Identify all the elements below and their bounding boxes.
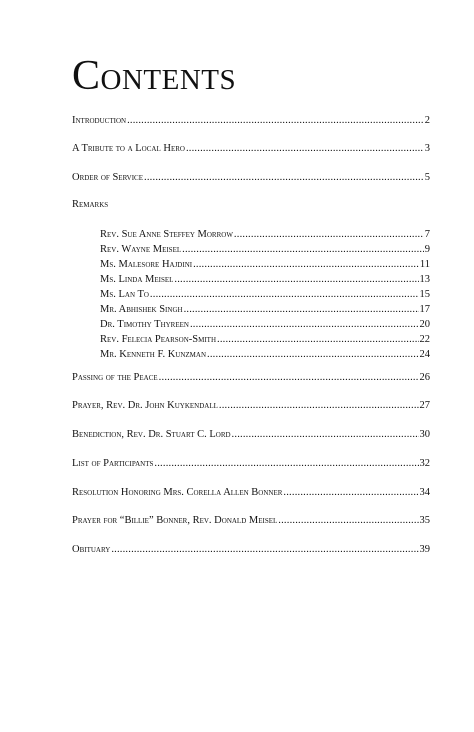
toc-entry-page: 32 (419, 458, 430, 469)
toc-entry-label: Benediction, Rev. Dr. Stuart C. Lord (72, 429, 231, 440)
toc-entry-label: Order of Service (72, 172, 144, 183)
toc-entry-page: 9 (424, 244, 430, 255)
toc-entry-prayer-billie-bonner[interactable] (72, 514, 430, 527)
toc-entry-page: 24 (419, 349, 430, 360)
toc-entry-page: 11 (419, 259, 430, 270)
leader-dots (234, 228, 424, 241)
toc-entry-label: Prayer for “Billie” Bonner, Rev. Donald Meisel (72, 515, 278, 526)
toc-entry-page: 15 (419, 289, 430, 300)
toc-entry-label: Ms. Linda Meisel (100, 274, 174, 285)
toc-entry-label: Mr. Abhishek Singh (100, 304, 183, 315)
toc-subentry[interactable] (100, 318, 430, 331)
toc-entry-passing-of-the-peace[interactable] (72, 371, 430, 384)
toc-entry-label: Rev. Felecia Pearson-Smith (100, 334, 216, 345)
toc-entry-introduction[interactable] (72, 114, 430, 127)
leader-dots (217, 333, 419, 346)
toc-entry-benediction[interactable] (72, 428, 430, 441)
toc-entry-page: 5 (424, 172, 430, 183)
leader-dots (190, 318, 419, 331)
toc-entry-label: Rev. Sue Anne Steffey Morrow (100, 229, 233, 240)
leader-dots (154, 457, 418, 470)
toc-subentry[interactable] (100, 273, 430, 286)
toc-subentry[interactable] (100, 303, 430, 316)
leader-dots (150, 288, 419, 301)
toc-entry-label: List of Participants (72, 458, 154, 469)
toc-entry-label: Obituary (72, 544, 111, 555)
leader-dots (111, 543, 418, 556)
leader-dots (232, 428, 419, 441)
leader-dots (182, 243, 424, 256)
toc-subentry[interactable] (100, 288, 430, 301)
toc-entry-page: 30 (419, 429, 430, 440)
toc-entry-page: 2 (424, 115, 430, 126)
toc-subentry[interactable] (100, 228, 430, 241)
toc-entry-tribute[interactable] (72, 142, 430, 155)
leader-dots (193, 258, 419, 271)
toc-entry-label: Rev. Wayne Meisel (100, 244, 182, 255)
remarks-heading: Remarks (72, 199, 109, 210)
leader-dots (184, 303, 419, 316)
toc-entry-page: 3 (424, 143, 430, 154)
leader-dots (127, 114, 424, 127)
toc-subentry[interactable] (100, 243, 430, 256)
toc-entry-page: 13 (419, 274, 430, 285)
toc-entry-label: Ms. Lan To (100, 289, 149, 300)
leader-dots (186, 142, 424, 155)
toc-entry-page: 39 (419, 544, 430, 555)
toc-entry-label: Ms. Malesore Hajdini (100, 259, 193, 270)
toc-entry-label: A Tribute to a Local Hero (72, 143, 185, 154)
toc-entry-prayer-kuykendall[interactable] (72, 399, 430, 412)
toc-entry-label: Resolution Honoring Mrs. Corella Allen Bonner (72, 487, 283, 498)
leader-dots (207, 348, 418, 361)
leader-dots (159, 371, 419, 384)
leader-dots (219, 399, 419, 412)
page-title: Contents (72, 53, 237, 99)
toc-entry-page: 34 (419, 487, 430, 498)
leader-dots (278, 514, 418, 527)
toc-entry-label: Mr. Kenneth F. Kunzman (100, 349, 207, 360)
toc-entry-label: Passing of the Peace (72, 372, 158, 383)
toc-entry-label: Prayer, Rev. Dr. John Kuykendall (72, 400, 218, 411)
toc-entry-page: 7 (424, 229, 430, 240)
toc-subentry[interactable] (100, 258, 430, 271)
leader-dots (144, 171, 424, 184)
toc-entry-page: 17 (419, 304, 430, 315)
toc-entry-label: Dr. Timothy Thyreen (100, 319, 189, 330)
toc-entry-resolution[interactable] (72, 486, 430, 499)
toc-entry-page: 20 (419, 319, 430, 330)
toc-entry-page: 22 (419, 334, 430, 345)
toc-entry-page: 35 (419, 515, 430, 526)
leader-dots (174, 273, 418, 286)
leader-dots (283, 486, 418, 499)
toc-entry-label: Introduction (72, 115, 127, 126)
toc-subentry[interactable] (100, 348, 430, 361)
toc-entry-page: 26 (419, 372, 430, 383)
toc-entry-order-of-service[interactable] (72, 171, 430, 184)
toc-entry-obituary[interactable] (72, 543, 430, 556)
toc-entry-list-of-participants[interactable] (72, 457, 430, 470)
toc-subentry[interactable] (100, 333, 430, 346)
toc-entry-page: 27 (419, 400, 430, 411)
